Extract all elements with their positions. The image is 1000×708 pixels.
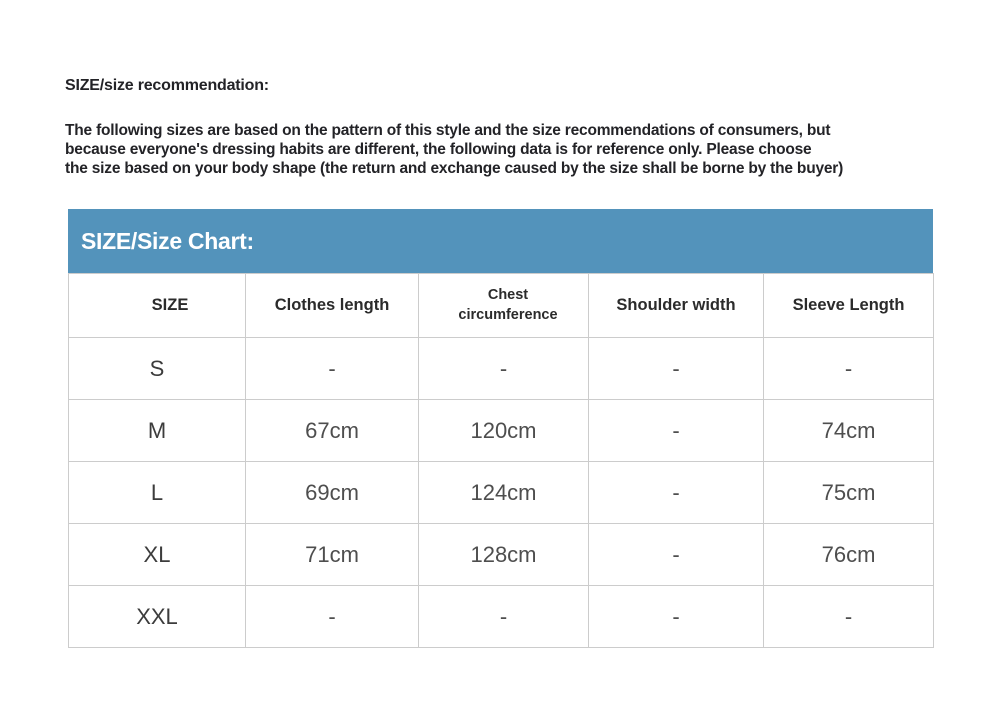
value-cell: - [589,586,764,648]
column-header-clothes-length: Clothes length [246,274,419,338]
value-cell: - [246,338,419,400]
column-header-size: SIZE [69,274,246,338]
value-cell: - [764,586,934,648]
table-header-row [69,274,934,338]
value-cell: 69cm [246,462,419,524]
value-cell: - [764,338,934,400]
size-chart-banner [68,209,933,273]
value-cell: - [589,524,764,586]
disclaimer-line: because everyone's dressing habits are different, the following data is for reference only. Please choose [65,141,812,158]
size-chart-title: SIZE/Size Chart: [81,227,254,254]
size-cell: M [69,400,246,462]
disclaimer-line: the size based on your body shape (the return and exchange caused by the size shall be borne by the buyer) [65,160,844,177]
table-row-xl [69,524,934,586]
size-disclaimer-paragraph [65,121,843,178]
table-row-xxl [69,586,934,648]
table-row-s [69,338,934,400]
value-cell: - [419,338,589,400]
value-cell: 124cm [419,462,589,524]
table-row-l [69,462,934,524]
column-header-sleeve-length: Sleeve Length [764,274,934,338]
value-cell: - [589,462,764,524]
table-row-m [69,400,934,462]
column-header-shoulder-width: Shoulder width [589,274,764,338]
value-cell: 74cm [764,400,934,462]
value-cell: - [419,586,589,648]
size-cell: XL [69,524,246,586]
value-cell: 120cm [419,400,589,462]
value-cell: 128cm [419,524,589,586]
size-cell: XXL [69,586,246,648]
size-chart-table [68,273,934,648]
page-title: SIZE/size recommendation: [65,77,269,94]
column-header-chest-circumference: Chest circumference [419,274,589,338]
size-cell: S [69,338,246,400]
value-cell: - [246,586,419,648]
size-cell: L [69,462,246,524]
value-cell: 67cm [246,400,419,462]
value-cell: 71cm [246,524,419,586]
value-cell: 76cm [764,524,934,586]
disclaimer-line: The following sizes are based on the pattern of this style and the size recommendations of consumers, but [65,122,831,139]
value-cell: 75cm [764,462,934,524]
value-cell: - [589,338,764,400]
value-cell: - [589,400,764,462]
